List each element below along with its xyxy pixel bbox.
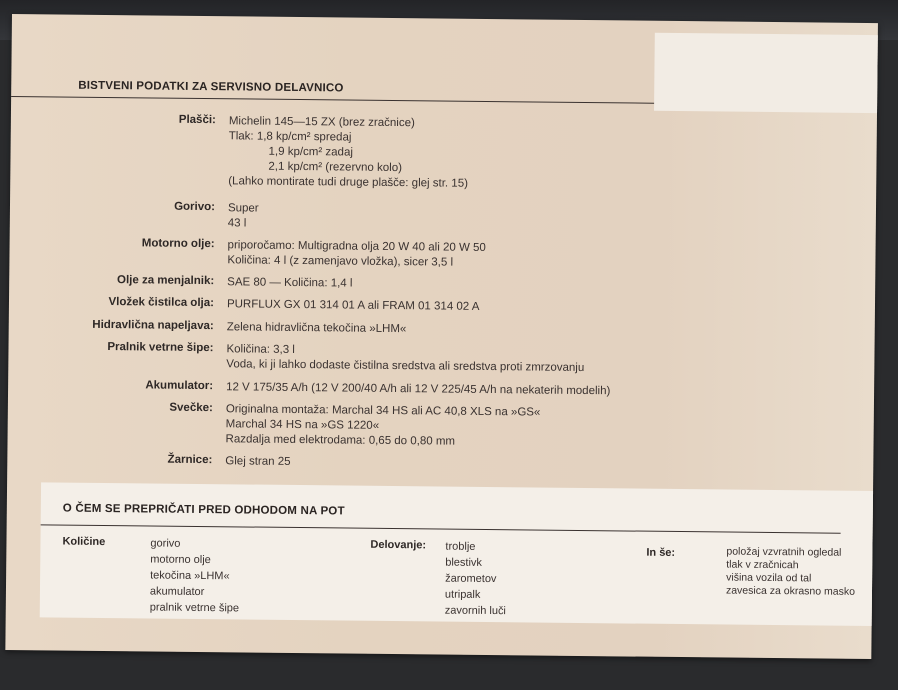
- spec-values: [227, 320, 407, 337]
- section-divider: [11, 96, 654, 104]
- spec-value-line: 43 l: [227, 217, 247, 230]
- list-item: troblje: [445, 540, 476, 553]
- spec-values: [227, 238, 486, 271]
- section-title-service-data: BISTVENI PODATKI ZA SERVISNO DELAVNICO: [78, 79, 344, 95]
- spec-row: [9, 295, 829, 313]
- section-divider: [41, 524, 841, 533]
- spec-value-line: 1,9 kp/cm² zadaj: [268, 145, 354, 159]
- spec-value-line: Razdalja med elektrodama: 0,65 do 0,80 mm: [225, 433, 456, 448]
- spec-row: [7, 452, 827, 468]
- list-item: tlak v zračnicah: [726, 558, 799, 572]
- spec-row: [8, 378, 828, 398]
- spec-values: [225, 454, 290, 470]
- spec-value-line: PURFLUX GX 01 314 01 A ali FRAM 01 314 02 A: [226, 298, 480, 313]
- spec-value-line: (Lahko montirate tudi druge plašče: glej str. 15): [228, 175, 469, 190]
- spec-value-line: Voda, ki ji lahko dodaste čistilna sredstva ali sredstva proti zmrzovanju: [226, 358, 585, 375]
- list-item: položaj vzvratnih ogledal: [726, 545, 842, 559]
- spec-label: Plašči:: [178, 113, 216, 127]
- spec-value-line: Glej stran 25: [225, 455, 291, 468]
- spec-values: [225, 402, 540, 450]
- list-item: višina vozila od tal: [726, 571, 812, 585]
- spec-row: [8, 400, 828, 448]
- list-item: pralnik vetrne šipe: [149, 601, 240, 615]
- spec-value-line: Super: [227, 202, 259, 215]
- delovanje-list: [445, 539, 507, 620]
- document-page: [5, 14, 878, 659]
- spec-row: [10, 199, 830, 230]
- spec-values: [228, 201, 259, 231]
- spec-label: Žarnice:: [167, 453, 213, 467]
- spec-values: [228, 114, 468, 192]
- kolicine-label: Količine: [62, 535, 106, 549]
- spec-value-line: Količina: 4 l (z zamenjavo vložka), sicer 3,5 l: [227, 254, 454, 269]
- spec-value-line: Zelena hidravlična tekočina »LHM«: [226, 321, 407, 336]
- spec-label: Olje za menjalnik:: [116, 274, 215, 288]
- spec-value-line: Količina: 3,3 l: [226, 343, 295, 356]
- checklist-box: [40, 482, 873, 626]
- spec-row: [9, 318, 829, 336]
- spec-label: Akumulator:: [145, 379, 214, 393]
- list-item: blestivk: [445, 556, 483, 569]
- delovanje-label: Delovanje:: [370, 538, 427, 552]
- spec-row: [9, 273, 829, 290]
- spec-label: Pralnik vetrne šipe:: [107, 341, 214, 355]
- list-item: zavesica za okrasno masko: [725, 584, 856, 598]
- spec-values: [226, 380, 610, 399]
- spec-label: Hidravlična napeljava:: [92, 318, 214, 333]
- list-item: utripalk: [444, 588, 481, 601]
- list-item: zavornih luči: [444, 604, 506, 618]
- list-item: akumulator: [149, 585, 205, 599]
- inse-label: In še:: [646, 546, 676, 559]
- spec-value-line: 2,1 kp/cm² (rezervno kolo): [268, 160, 403, 175]
- inse-list: [726, 546, 856, 599]
- spec-value-line: Michelin 145—15 ZX (brez zračnice): [228, 115, 415, 130]
- list-item: žarometov: [445, 572, 497, 586]
- spec-value-line: Marchal 34 HS na »GS 1220«: [225, 418, 380, 432]
- spec-label: Gorivo:: [174, 200, 216, 214]
- kolicine-list: [150, 535, 240, 616]
- spec-label: Svečke:: [169, 401, 213, 415]
- spec-value-line: Originalna montaža: Marchal 34 HS ali AC 40,8 XLS na »GS«: [225, 403, 541, 419]
- spec-values: [226, 342, 584, 376]
- spec-value-line: Tlak: 1,8 kp/cm² spredaj: [228, 130, 352, 144]
- spec-label: Vložek čistilca olja:: [108, 296, 215, 310]
- list-item: motorno olje: [150, 553, 211, 567]
- spec-label: Motorno olje:: [141, 237, 215, 251]
- spec-row: [11, 112, 831, 190]
- section-title-checklist: O ČEM SE PREPRIČATI PRED ODHODOM NA POT: [62, 502, 345, 518]
- spec-value-line: 12 V 175/35 A/h (12 V 200/40 A/h ali 12 V 225/45 A/h na nekaterih modelih): [226, 381, 611, 398]
- list-item: tekočina »LHM«: [150, 569, 230, 583]
- spec-row: [9, 340, 829, 375]
- spec-values: [227, 297, 480, 315]
- spec-values: [227, 275, 352, 291]
- spec-value-line: SAE 80 — Količina: 1,4 l: [227, 276, 353, 290]
- list-item: gorivo: [150, 537, 181, 550]
- page-corner-patch: [654, 33, 878, 113]
- spec-value-line: priporočamo: Multigradna olja 20 W 40 ali 20 W 50: [227, 239, 486, 254]
- spec-row: [10, 236, 830, 269]
